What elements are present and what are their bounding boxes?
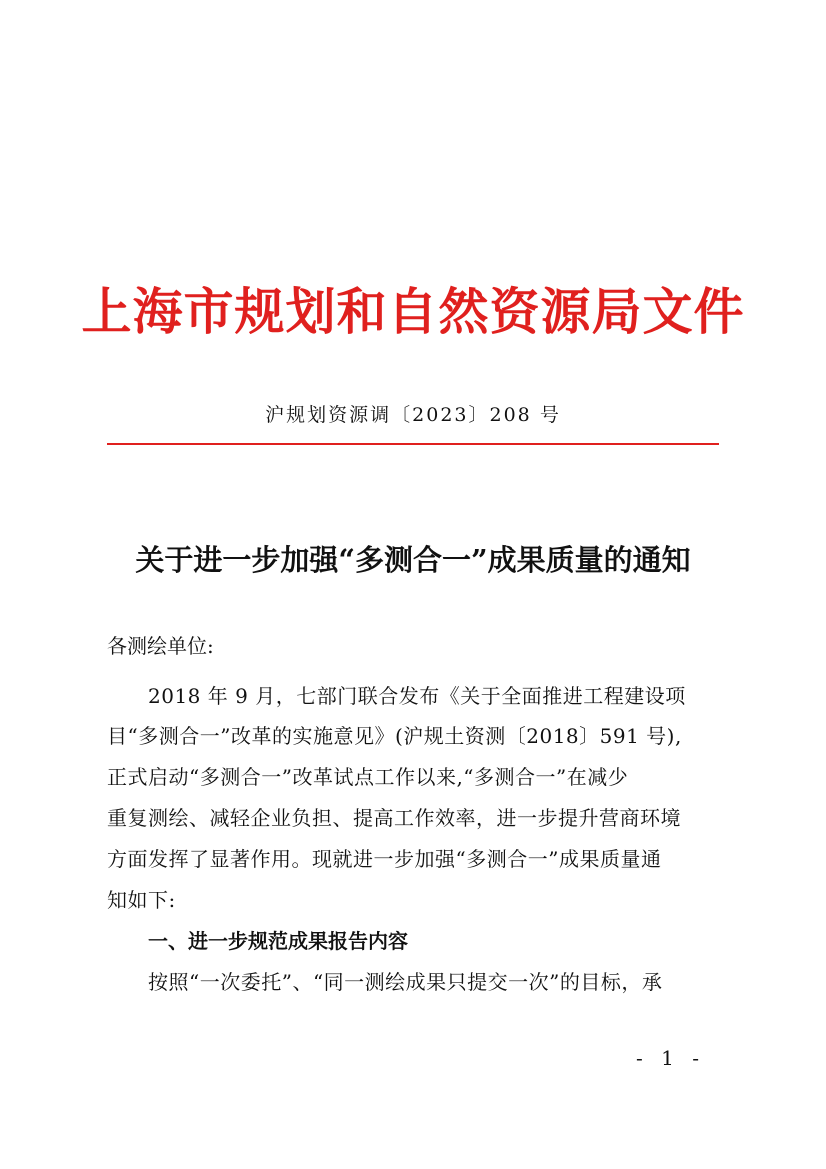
page-number: - 1 - [636,1046,705,1070]
body-line: 重复测绘、减轻企业负担、提高工作效率，进一步提升营商环境 [107,806,681,830]
body-line: 知如下: [107,888,176,912]
notice-title: 关于进一步加强“多测合一”成果质量的通知 [135,543,691,577]
red-divider [107,443,719,445]
salutation: 各测绘单位: [107,634,214,658]
body-line: 目“多测合一”改革的实施意见》(沪规土资测〔2018〕591 号), [107,724,682,748]
body-line: 方面发挥了显著作用。现就进一步加强“多测合一”成果质量通 [107,847,662,871]
document-number: 沪规划资源调〔2023〕208 号 [265,404,561,426]
body-line: 2018 年 9 月，七部门联合发布《关于全面推进工程建设项 [148,684,686,708]
section-heading: 一、进一步规范成果报告内容 [148,929,408,953]
agency-title: 上海市规划和自然资源局文件 [81,282,745,341]
body-line: 按照“一次委托”、“同一测绘成果只提交一次”的目标，承 [148,970,663,994]
body-line: 正式启动“多测合一”改革试点工作以来,“多测合一”在减少 [107,765,629,789]
